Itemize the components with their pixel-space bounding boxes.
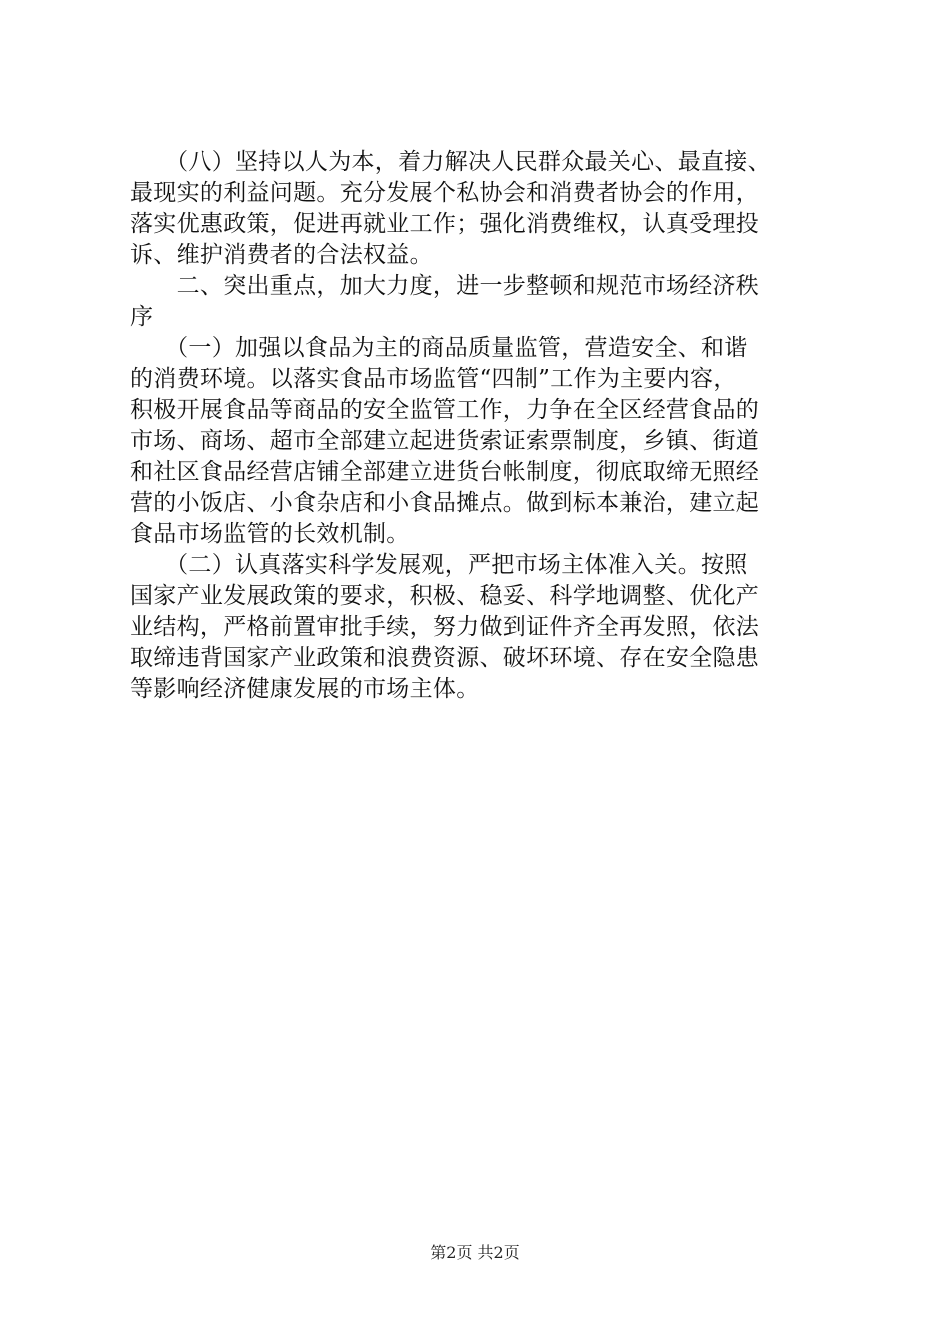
text-line: （八）坚持以人为本，着力解决人民群众最关心、最直接、 (130, 149, 771, 175)
text-line: 落实优惠政策，促进再就业工作；强化消费维权，认真受理投 (130, 211, 760, 237)
text-line: 二、突出重点，加大力度，进一步整顿和规范市场经济秩 (130, 273, 760, 299)
text-line: 最现实的利益问题。充分发展个私协会和消费者协会的作用， (130, 180, 760, 206)
text-line: （一）加强以食品为主的商品质量监管，营造安全、和谐 (130, 335, 748, 361)
page-number-footer: 第2页 共2页 (430, 1243, 520, 1262)
text-line: 积极开展食品等商品的安全监管工作，力争在全区经营食品的 (130, 397, 760, 423)
text-line: 市场、商场、超市全部建立起进货索证索票制度，乡镇、街道 (130, 428, 760, 454)
text-line: 诉、维护消费者的合法权益。 (130, 242, 433, 268)
text-line: 营的小饭店、小食杂店和小食品摊点。做到标本兼治，建立起 (130, 490, 760, 516)
text-line: 取缔违背国家产业政策和浪费资源、破坏环境、存在安全隐患 (130, 645, 760, 671)
text-line: 业结构，严格前置审批手续，努力做到证件齐全再发照，依法 (130, 614, 760, 640)
text-line: 食品市场监管的长效机制。 (130, 521, 410, 547)
text-line: 和社区食品经营店铺全部建立进货台帐制度，彻底取缔无照经 (130, 459, 760, 485)
text-line: 等影响经济健康发展的市场主体。 (130, 676, 480, 702)
text-line: 的消费环境。以落实食品市场监管“四制”工作为主要内容， (130, 366, 737, 392)
text-line: 国家产业发展政策的要求，积极、稳妥、科学地调整、优化产 (130, 583, 760, 609)
text-line: 序 (130, 304, 154, 330)
document-body (130, 147, 836, 705)
text-line: （二）认真落实科学发展观，严把市场主体准入关。按照 (130, 552, 748, 578)
